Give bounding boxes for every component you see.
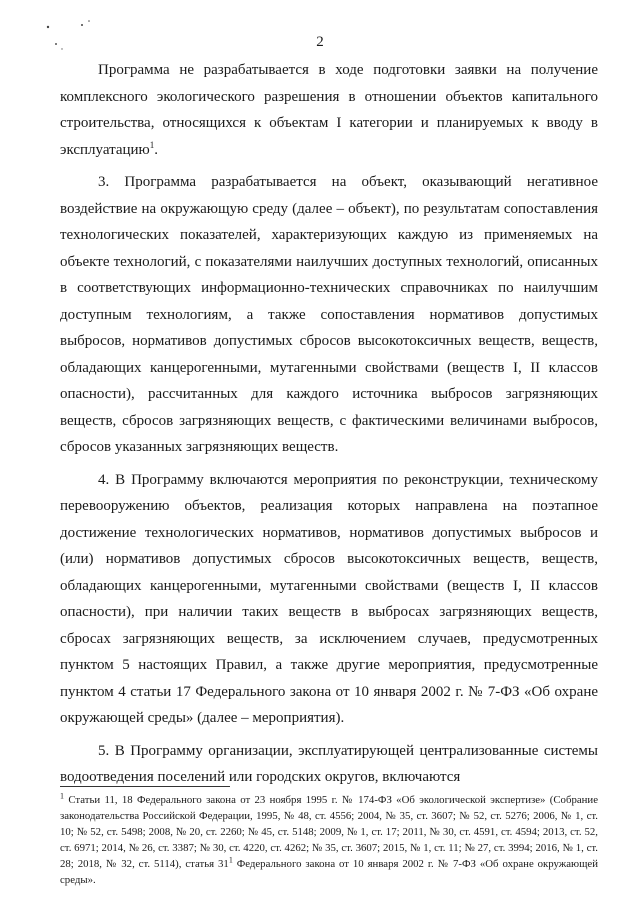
paragraph-end: . [154,141,159,158]
paragraph-5: 5. В Программу организации, эксплуатирующей централизованные системы водоотведения поселений или городских округов, включаются [60,742,598,785]
footnote-mark: 1 [60,791,64,801]
paragraph-4: 4. В Программу включаются мероприятия по реконструкции, техническому перевооружению объектов, реализация которых направлена на поэтапное достижение технологических нормативов, нормативов допустимых выбросов и (или) нормативов допустимых сбросов высокотоксичных веществ, веществ, обладающих канцерогенными, мутагенными свойствами (веществ I, II классов опасности), при наличии таких веществ в выбросах загрязняющих веществ, сбросах загрязняющих веществ, за исключением случаев, предусмотренных пунктом 5 настоящих Правил, а также другие мероприятия, предусмотренные пунктом 4 статьи 17 Федерального закона от 10 января 2002 г. № 7-ФЗ «Об охране окружающей среды» (далее – мероприятия). [60,471,598,726]
page-number: 2 [316,34,324,50]
body-text [60,57,598,791]
footnote [60,792,598,888]
paragraph-text: Программа не разрабатывается в ходе подготовки заявки на получение комплексного экологического разрешения в отношении объектов капитального строительства, относящихся к объектам I категории и планируемых к вводу в эксплуатацию [60,62,598,158]
footnote-text-end: Федерального закона от 10 января 2002 г. № 7-ФЗ «Об охране окружающей среды». [60,858,598,886]
footnote-inner-mark: 1 [228,855,233,865]
paragraph-intro [60,57,598,163]
footnote-divider [60,786,230,787]
footnote-reference[interactable]: 1 [149,139,155,150]
footnote-text: Статьи 11, 18 Федерального закона от 23 ноября 1995 г. № 174-ФЗ «Об экологической экспертизе» (Собрание законодательства Российской Федерации, 1995, № 48, ст. 4556; 2004, № 35, ст. 3607; № 52, ст. 5276; 2006, № 1, ст. 10; № 52, ст. 5498; 2008, № 20, ст. 2260; № 45, ст. 5148; 2009, № 1, ст. 17; 2011, № 30, ст. 4591, ст. 4594; 2013, ст. 52, ст. 6971; 2014, № 26, ст. 3387; № 30, ст. 4220, ст. 4262; № 35, ст. 3607; 2015, № 1, ст. 11; № 27, ст. 3994; 2016, № 1, ст. 28; 2018, № 32, ст. 5114), статья 31 [60,794,598,870]
paragraph-3: 3. Программа разрабатывается на объект, оказывающий негативное воздействие на окружающую среду (далее – объект), по результатам сопоставления технологических показателей, характеризующих каждую из применяемых на объекте технологий, с показателями наилучших доступных технологий, описанных в соответствующих информационно-технических справочниках по наилучшим доступным технологиям, а также сопоставления нормативов допустимых выбросов, нормативов допустимых сбросов высокотоксичных веществ, веществ, обладающих канцерогенными, мутагенными свойствами (веществ I, II классов опасности), рассчитанных для каждого источника выбросов загрязняющих веществ, сбросов загрязняющих веществ, с фактическими величинами выбросов, сбросов указанных загрязняющих веществ. [60,174,598,455]
